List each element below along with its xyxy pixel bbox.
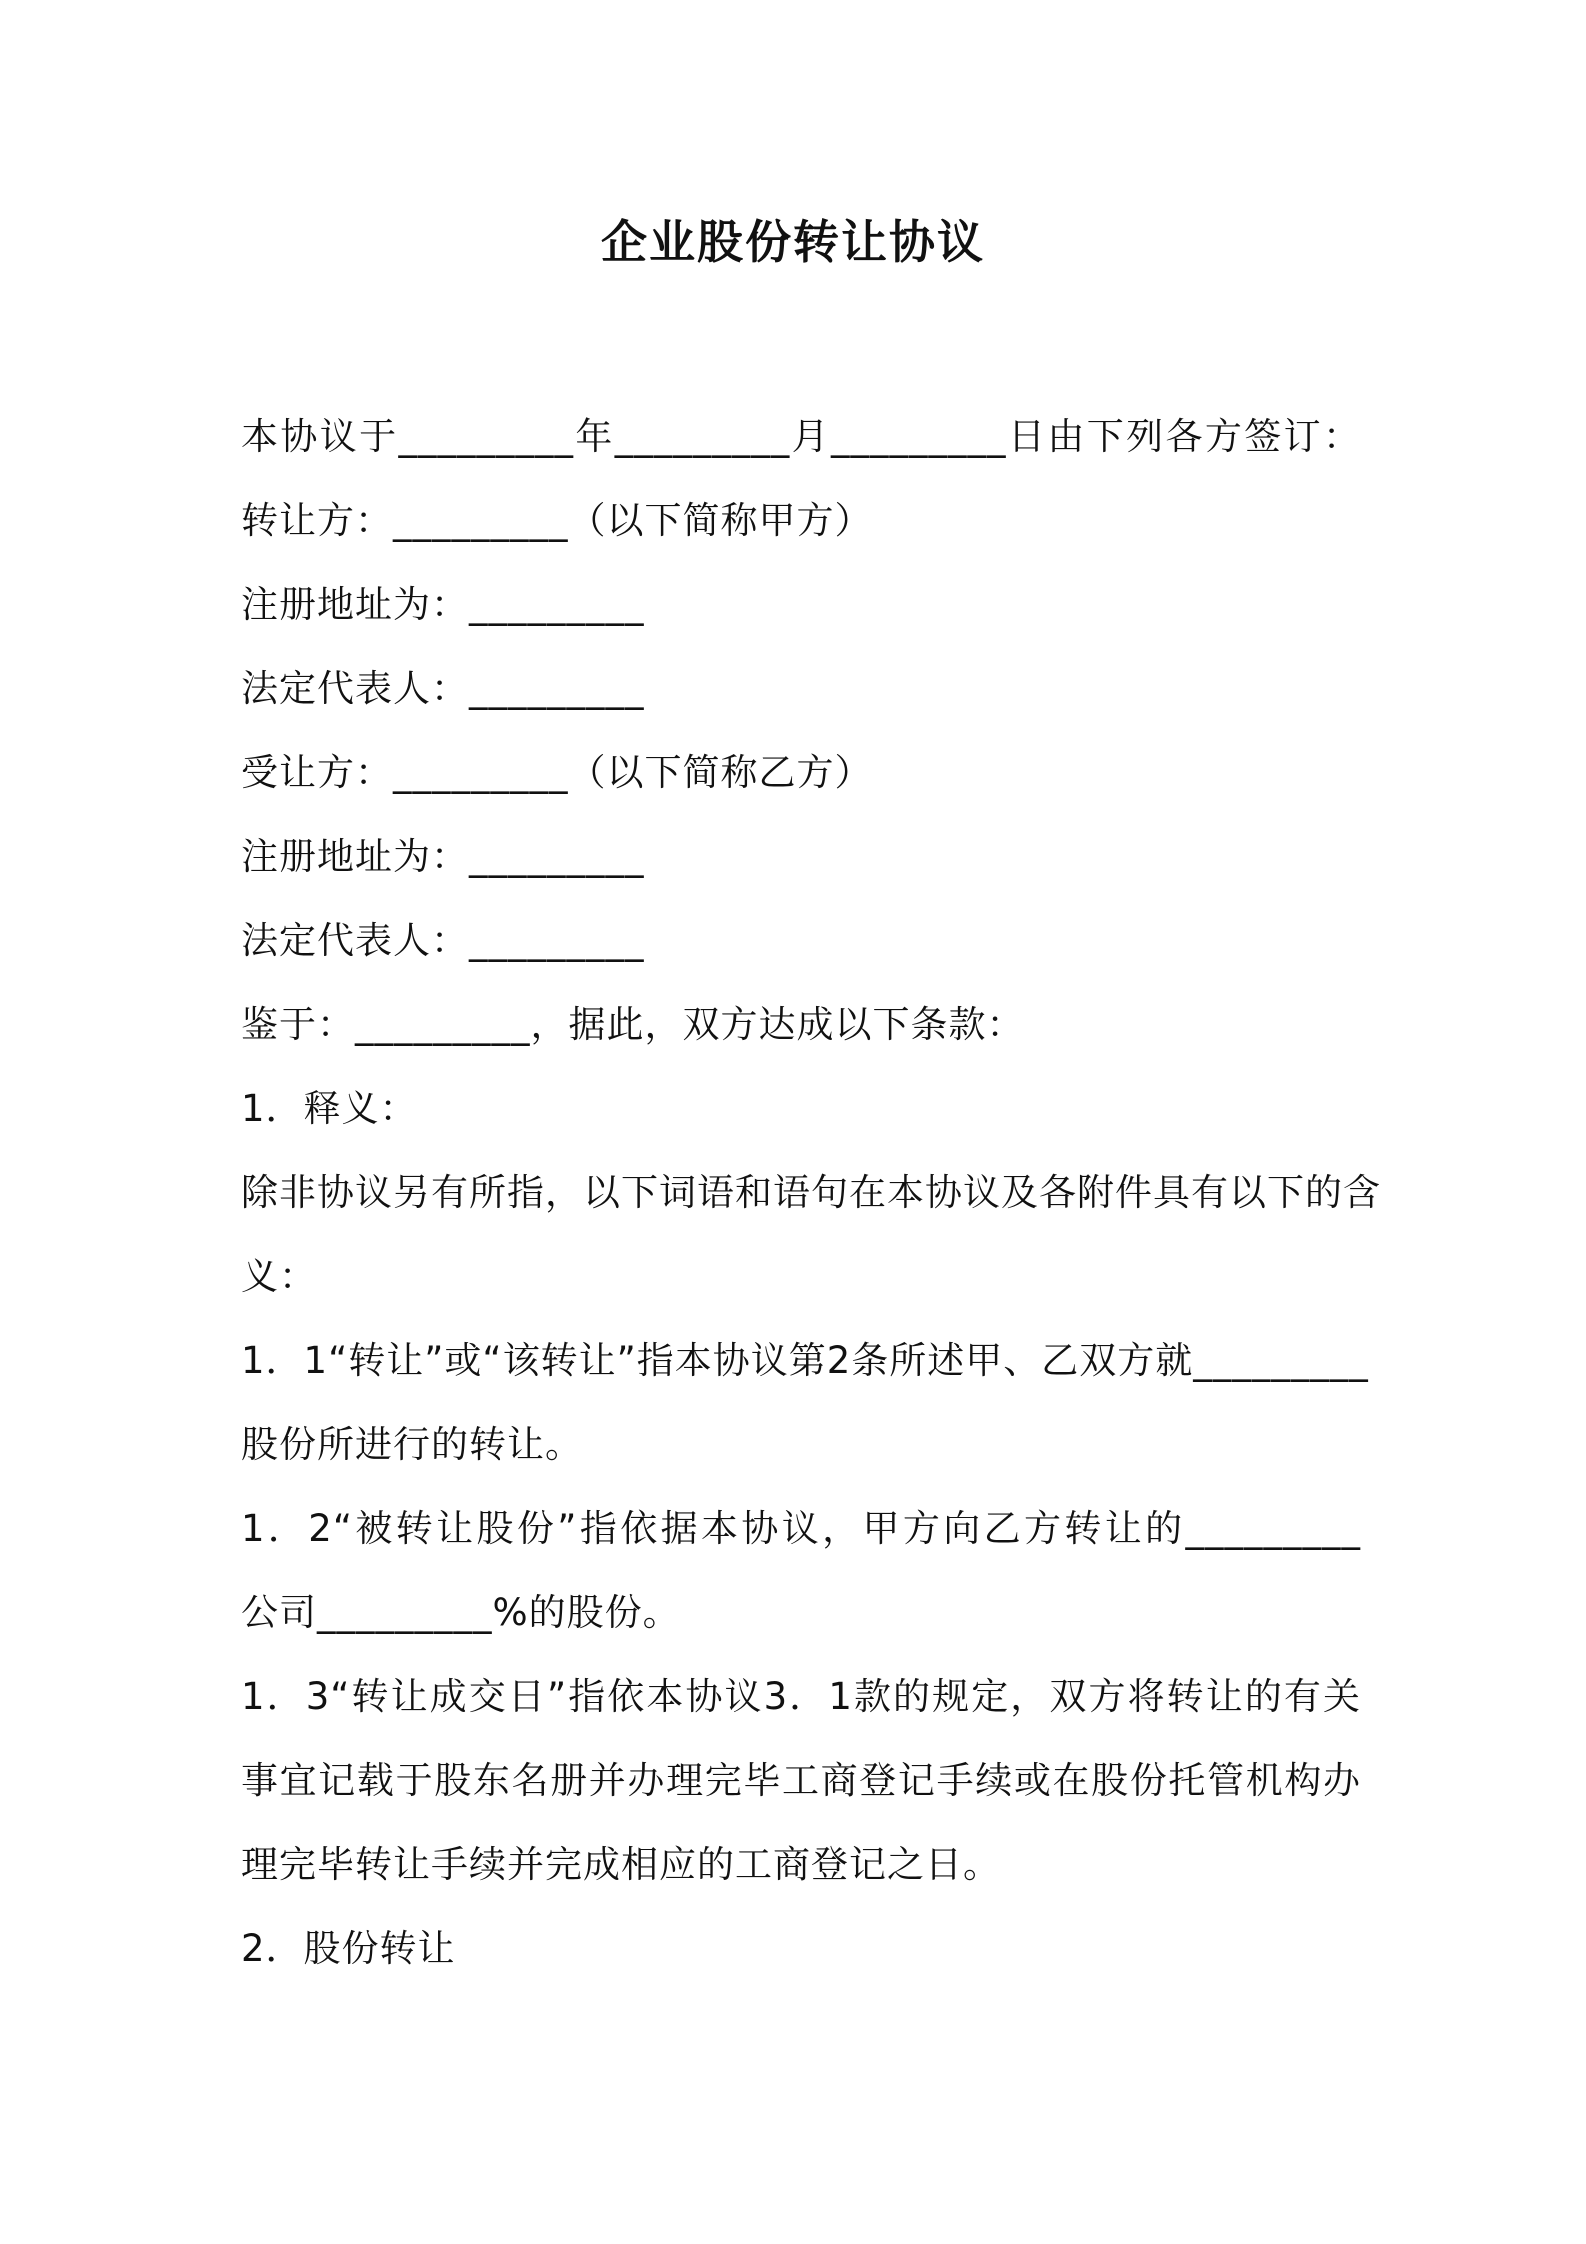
section-2-heading: 2．股份转让 (241, 1927, 456, 1970)
clause-1-3-line-1: 1．3“转让成交日”指依本协议3．1款的规定，双方将转让的有关 (241, 1675, 1361, 1718)
transferor-line: 转让方：_________（以下简称甲方） (241, 499, 873, 542)
clause-1-2-line-1: 1．2“被转让股份”指依据本协议，甲方向乙方转让的_________ (241, 1507, 1361, 1550)
section-1-heading: 1．释义： (241, 1087, 418, 1130)
signing-date-line: 本协议于_________年_________月_________日由下列各方签订： (241, 415, 1361, 458)
definitions-intro-line-2: 义： (241, 1255, 317, 1298)
transferor-representative-line: 法定代表人：_________ (241, 667, 645, 710)
document-title: 企业股份转让协议 (601, 215, 985, 269)
transferee-representative-line: 法定代表人：_________ (241, 919, 645, 962)
transferor-address-line: 注册地址为：_________ (241, 583, 645, 626)
clause-1-3-line-3: 理完毕转让手续并完成相应的工商登记之日。 (241, 1843, 1001, 1886)
whereas-line: 鉴于：_________，据此，双方达成以下条款： (241, 1003, 1025, 1046)
definitions-intro-line-1: 除非协议另有所指，以下词语和语句在本协议及各附件具有以下的含 (241, 1171, 1381, 1214)
transferee-address-line: 注册地址为：_________ (241, 835, 645, 878)
clause-1-1-line-1: 1．1“转让”或“该转让”指本协议第2条所述甲、乙双方就_________ (241, 1339, 1369, 1382)
clause-1-3-line-2: 事宜记载于股东名册并办理完毕工商登记手续或在股份托管机构办 (241, 1759, 1361, 1802)
clause-1-2-line-2: 公司_________%的股份。 (241, 1591, 681, 1634)
transferee-line: 受让方：_________（以下简称乙方） (241, 751, 873, 794)
clause-1-1-line-2: 股份所进行的转让。 (241, 1423, 583, 1466)
